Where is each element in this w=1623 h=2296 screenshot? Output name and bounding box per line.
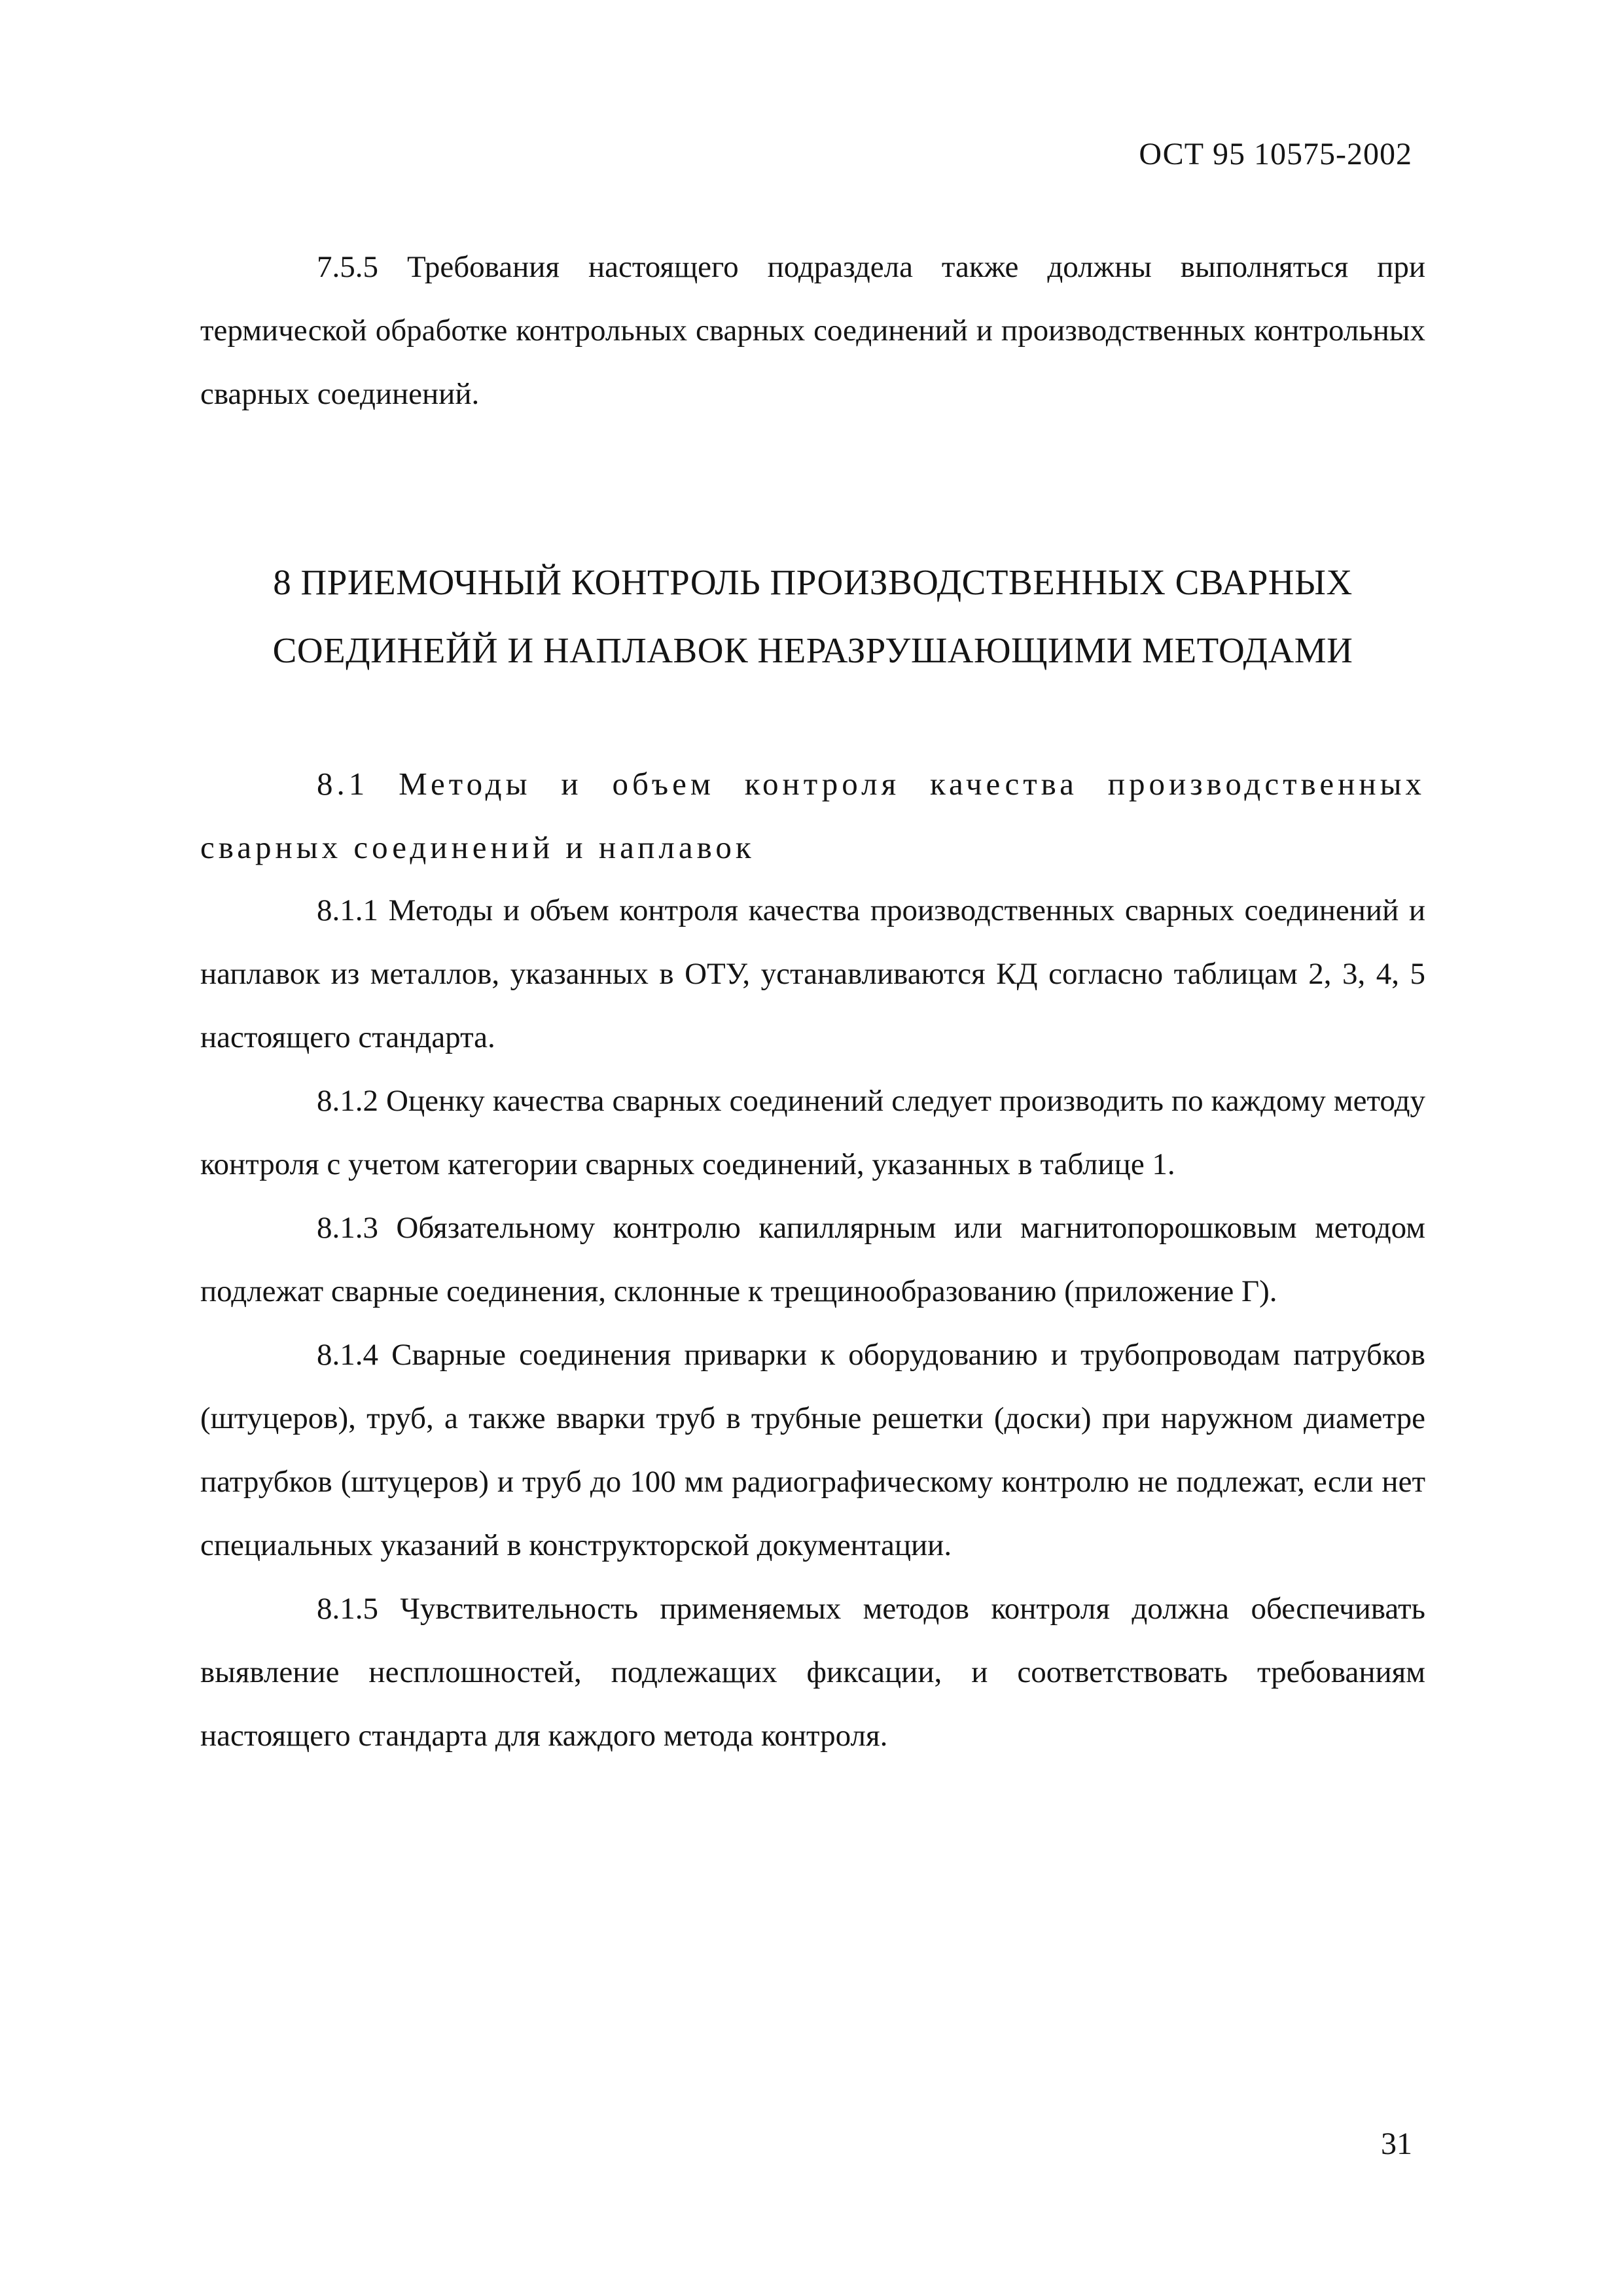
paragraph-8-1-3: 8.1.3 Обязательному контролю капиллярным или магнитопорошковым методом подлежат сварные соединения, склонные к трещинообразованию (приложение Г).	[200, 1211, 1425, 1308]
subsection-8-1-title: 8.1 Методы и объем контроля качества производственных сварных соединений и наплавок	[200, 766, 1425, 865]
paragraph-8-1-1: 8.1.1 Методы и объем контроля качества производственных сварных соединений и наплавок из металлов, указанных в ОТУ, устанавливаются КД согласно таблицам 2, 3, 4, 5 настоящего стандарта.	[200, 893, 1425, 1054]
section-8-title-line-1: 8 ПРИЕМОЧНЫЙ КОНТРОЛЬ ПРОИЗВОДСТВЕННЫХ СВАРНЫХ	[273, 562, 1353, 602]
page-number: 31	[1381, 2126, 1412, 2161]
paragraph-8-1-2: 8.1.2 Оценку качества сварных соединений следует производить по каждому методу контроля с учетом категории сварных соединений, указанных в таблице 1.	[200, 1084, 1425, 1181]
section-8-title-line-2: СОЕДИНЕЙЙ И НАПЛАВОК НЕРАЗРУШАЮЩИМИ МЕТОДАМИ	[272, 630, 1353, 670]
paragraph-8-1-4: 8.1.4 Сварные соединения приварки к оборудованию и трубопроводам патрубков (штуцеров), труб, а также вварки труб в трубные решетки (доски) при наружном диаметре патрубков (штуцеров) и труб до 100 мм радиографическому контролю не подлежат, если нет специальных указаний в конструкторской документации.	[200, 1338, 1425, 1562]
paragraph-8-1-5: 8.1.5 Чувствительность применяемых методов контроля должна обеспечивать выявление несплошностей, подлежащих фиксации, и соответствовать требованиям настоящего стандарта для каждого метода контроля.	[200, 1592, 1425, 1753]
section-8-title	[200, 548, 1425, 685]
paragraph-7-5-5: 7.5.5 Требования настоящего подраздела также должны выполняться при термической обработке контрольных сварных соединений и производственных контрольных сварных соединений.	[200, 250, 1425, 411]
document-header: ОСТ 95 10575-2002	[1139, 137, 1412, 171]
page-content	[200, 236, 1425, 1768]
